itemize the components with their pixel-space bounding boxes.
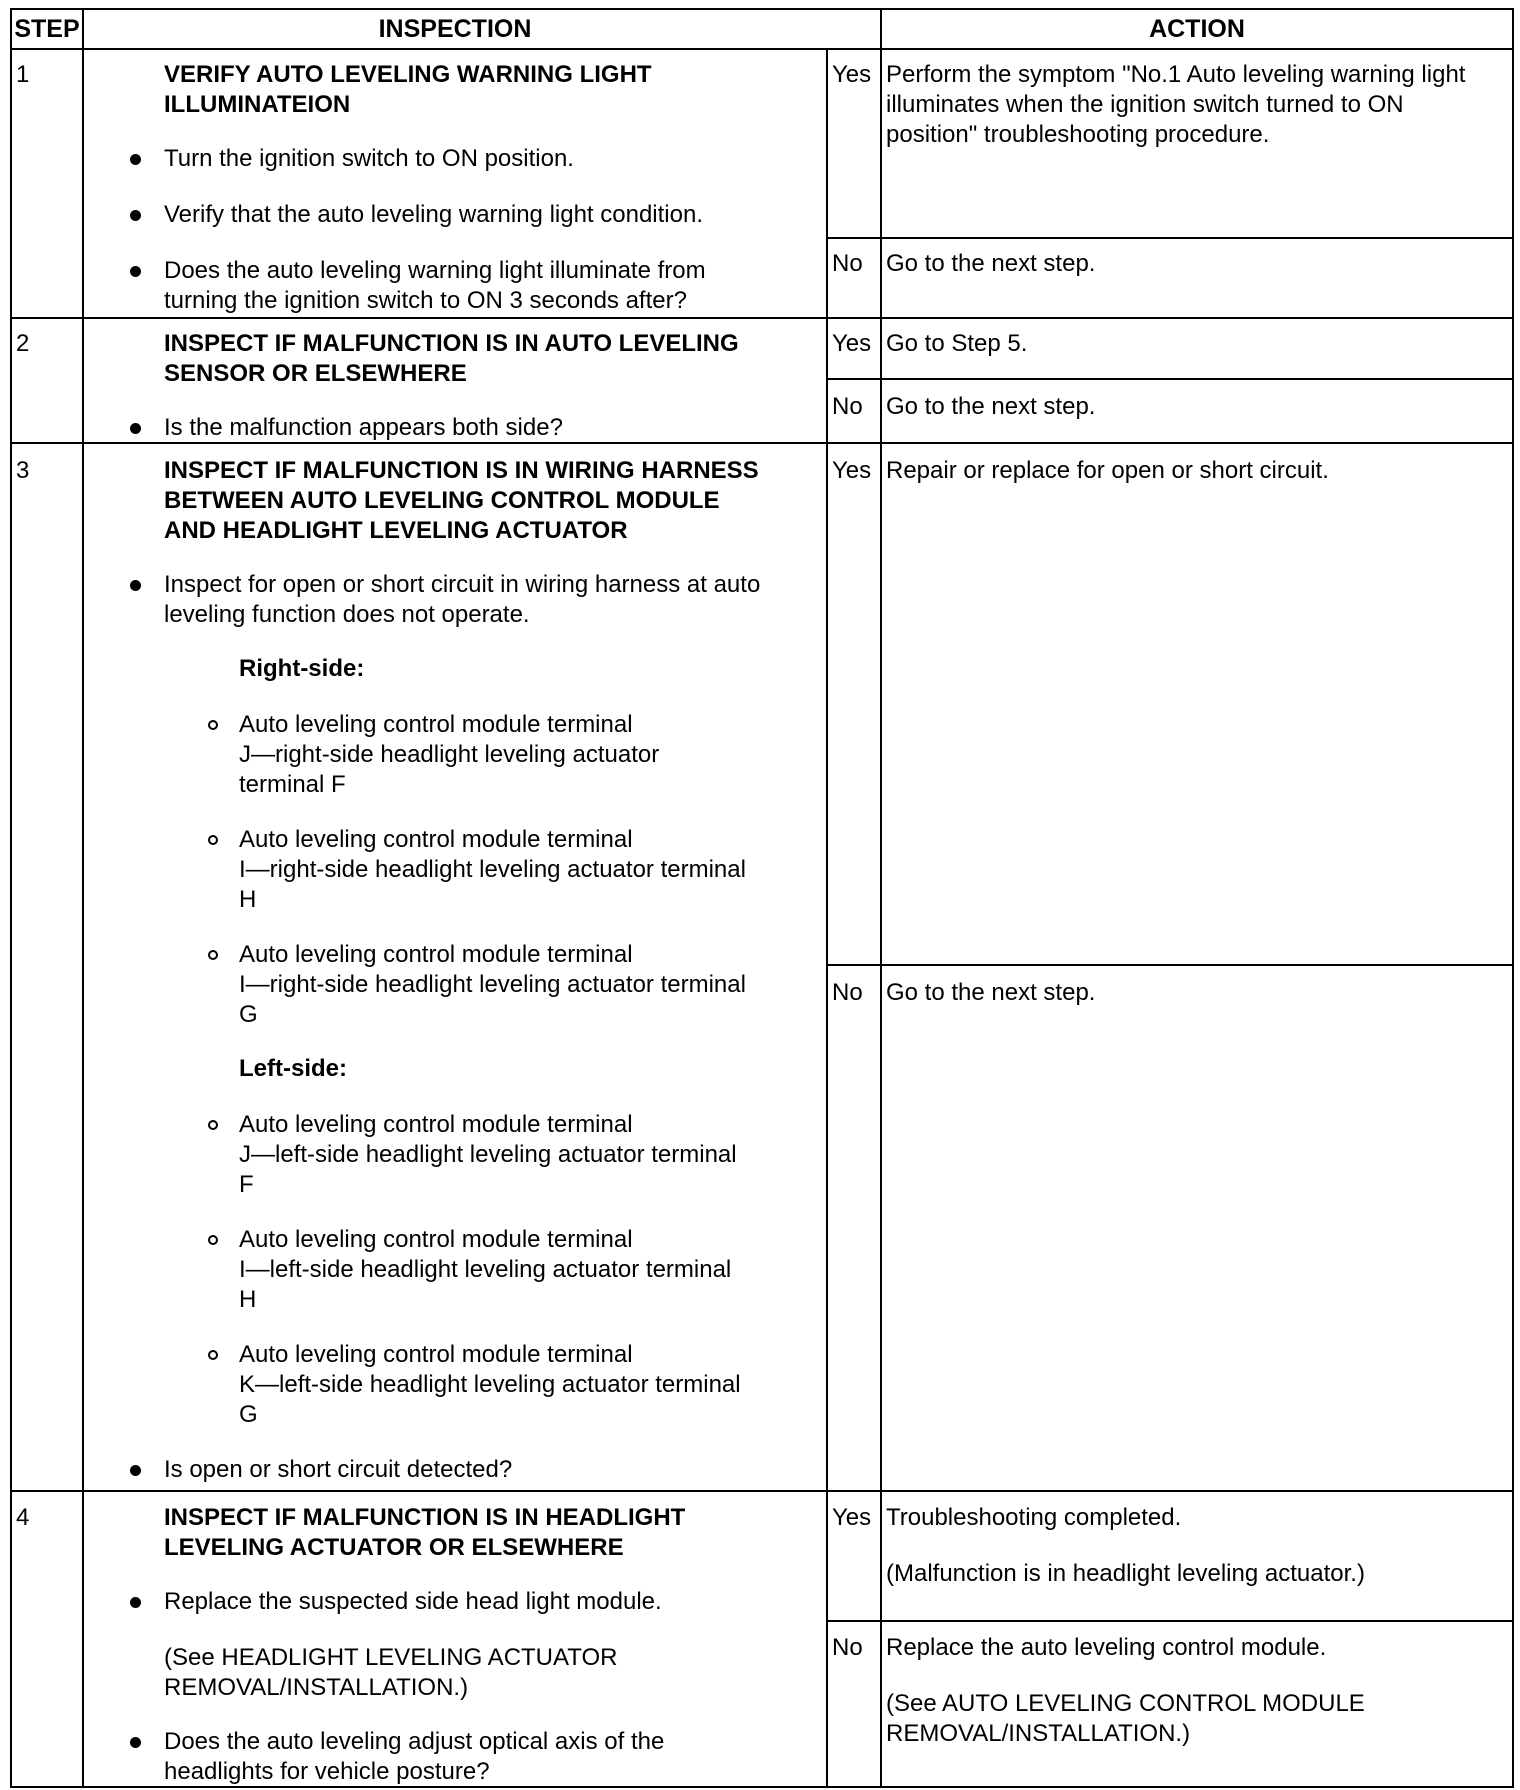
terminal-check-line: H xyxy=(239,886,257,913)
border-top xyxy=(10,8,1514,10)
terminal-check-line: Auto leveling control module terminal xyxy=(239,1226,633,1253)
bullet-icon xyxy=(130,210,141,221)
terminal-check-line: Auto leveling control module terminal xyxy=(239,1341,633,1368)
terminal-check-line: K—left-side headlight leveling actuator terminal xyxy=(239,1371,741,1398)
header-rule xyxy=(10,48,1514,50)
step1-yes-action: position" troubleshooting procedure. xyxy=(886,121,1270,148)
step3-bullet-text: Inspect for open or short circuit in wiring harness at auto xyxy=(164,571,761,598)
step1-yesno-rule xyxy=(826,237,1514,239)
step3-title-line: INSPECT IF MALFUNCTION IS IN WIRING HARNESS xyxy=(164,457,759,484)
step3-yesno-rule xyxy=(826,964,1514,966)
terminal-check-line: I—left-side headlight leveling actuator terminal xyxy=(239,1256,732,1283)
sub-bullet-icon xyxy=(208,1350,218,1360)
step4-no-action: Replace the auto leveling control module. xyxy=(886,1634,1327,1661)
bullet-icon xyxy=(130,266,141,277)
step2-no-action: Go to the next step. xyxy=(886,393,1096,420)
step1-yes-action: Perform the symptom "No.1 Auto leveling warning light xyxy=(886,61,1466,88)
step3-bullet-text: leveling function does not operate. xyxy=(164,601,530,628)
terminal-check-line: G xyxy=(239,1001,258,1028)
step1-yes-action: illuminates when the ignition switch turned to ON xyxy=(886,91,1404,118)
terminal-check-line: Auto leveling control module terminal xyxy=(239,826,633,853)
step3-title-line: BETWEEN AUTO LEVELING CONTROL MODULE xyxy=(164,487,720,514)
step1-no-action: Go to the next step. xyxy=(886,250,1096,277)
no-label: No xyxy=(832,250,863,277)
troubleshooting-table xyxy=(10,8,1514,1788)
step4-yes-action: Troubleshooting completed. xyxy=(886,1504,1182,1531)
step-number: 2 xyxy=(16,330,30,357)
step4-title-line: LEVELING ACTUATOR OR ELSEWHERE xyxy=(164,1534,624,1561)
header-step: STEP xyxy=(14,15,80,43)
bullet-icon xyxy=(130,1597,141,1608)
no-label: No xyxy=(832,393,863,420)
yes-label: Yes xyxy=(832,330,872,357)
step1-bullet-text: Turn the ignition switch to ON position. xyxy=(164,145,574,172)
terminal-check-line: J—left-side headlight leveling actuator terminal xyxy=(239,1141,737,1168)
right-side-heading: Right-side: xyxy=(239,655,365,682)
bullet-icon xyxy=(130,154,141,165)
terminal-check-line: F xyxy=(239,1171,254,1198)
step-number: 4 xyxy=(16,1504,30,1531)
divider-step xyxy=(82,8,84,1788)
no-label: No xyxy=(832,1634,863,1661)
terminal-check-line: Auto leveling control module terminal xyxy=(239,1111,633,1138)
bullet-icon xyxy=(130,423,141,434)
step3-title-line: AND HEADLIGHT LEVELING ACTUATOR xyxy=(164,517,628,544)
terminal-check-line: I—right-side headlight leveling actuator terminal xyxy=(239,856,746,883)
step2-bullet-text: Is the malfunction appears both side? xyxy=(164,414,563,441)
step4-bullet-text: headlights for vehicle posture? xyxy=(164,1758,490,1785)
yes-label: Yes xyxy=(832,457,872,484)
step4-yesno-rule xyxy=(826,1620,1514,1622)
header-inspection: INSPECTION xyxy=(378,15,532,43)
step2-yes-action: Go to Step 5. xyxy=(886,330,1028,357)
step4-title-line: INSPECT IF MALFUNCTION IS IN HEADLIGHT xyxy=(164,1504,686,1531)
step1-bullet-text: turning the ignition switch to ON 3 seconds after? xyxy=(164,287,687,314)
left-side-heading: Left-side: xyxy=(239,1055,347,1082)
bullet-icon xyxy=(130,1737,141,1748)
step1-bullet-text: Verify that the auto leveling warning light condition. xyxy=(164,201,704,228)
step4-yes-note: (Malfunction is in headlight leveling actuator.) xyxy=(886,1560,1365,1587)
step3-yes-action: Repair or replace for open or short circuit. xyxy=(886,457,1329,484)
step4-bullet-text: Replace the suspected side head light module. xyxy=(164,1588,662,1615)
sub-bullet-icon xyxy=(208,720,218,730)
terminal-check-line: terminal F xyxy=(239,771,346,798)
step3-bullet-text: Is open or short circuit detected? xyxy=(164,1456,513,1483)
step1-title-line: VERIFY AUTO LEVELING WARNING LIGHT xyxy=(164,61,652,88)
step4-note-line: (See HEADLIGHT LEVELING ACTUATOR xyxy=(164,1644,618,1671)
step-number: 1 xyxy=(16,61,30,88)
sub-bullet-icon xyxy=(208,835,218,845)
sub-bullet-icon xyxy=(208,950,218,960)
sub-bullet-icon xyxy=(208,1235,218,1245)
step3-no-action: Go to the next step. xyxy=(886,979,1096,1006)
terminal-check-line: J—right-side headlight leveling actuator xyxy=(239,741,660,768)
terminal-check-line: Auto leveling control module terminal xyxy=(239,941,633,968)
step4-note-line: REMOVAL/INSTALLATION.) xyxy=(164,1674,469,1701)
bullet-icon xyxy=(130,1465,141,1476)
yes-label: Yes xyxy=(832,61,872,88)
sub-bullet-icon xyxy=(208,1120,218,1130)
step4-no-note: REMOVAL/INSTALLATION.) xyxy=(886,1720,1191,1747)
step1-title-line: ILLUMINATEION xyxy=(164,91,351,118)
bullet-icon xyxy=(130,580,141,591)
step3-rule xyxy=(10,1490,1514,1492)
divider-inspection xyxy=(826,48,828,1788)
header-action: ACTION xyxy=(1149,15,1245,43)
yes-label: Yes xyxy=(832,1504,872,1531)
terminal-check-line: H xyxy=(239,1286,257,1313)
step1-bullet-text: Does the auto leveling warning light illuminate from xyxy=(164,257,706,284)
divider-yesno xyxy=(880,8,882,1788)
terminal-check-line: I—right-side headlight leveling actuator terminal xyxy=(239,971,746,998)
step2-title-line: INSPECT IF MALFUNCTION IS IN AUTO LEVELING xyxy=(164,330,739,357)
step4-bullet-text: Does the auto leveling adjust optical axis of the xyxy=(164,1728,665,1755)
border-left xyxy=(10,8,12,1788)
step1-rule xyxy=(10,317,1514,319)
terminal-check-line: Auto leveling control module terminal xyxy=(239,711,633,738)
no-label: No xyxy=(832,979,863,1006)
step2-yesno-rule xyxy=(826,378,1514,380)
step2-title-line: SENSOR OR ELSEWHERE xyxy=(164,360,467,387)
step-number: 3 xyxy=(16,457,30,484)
border-right xyxy=(1512,8,1514,1788)
step4-no-note: (See AUTO LEVELING CONTROL MODULE xyxy=(886,1690,1365,1717)
terminal-check-line: G xyxy=(239,1401,258,1428)
